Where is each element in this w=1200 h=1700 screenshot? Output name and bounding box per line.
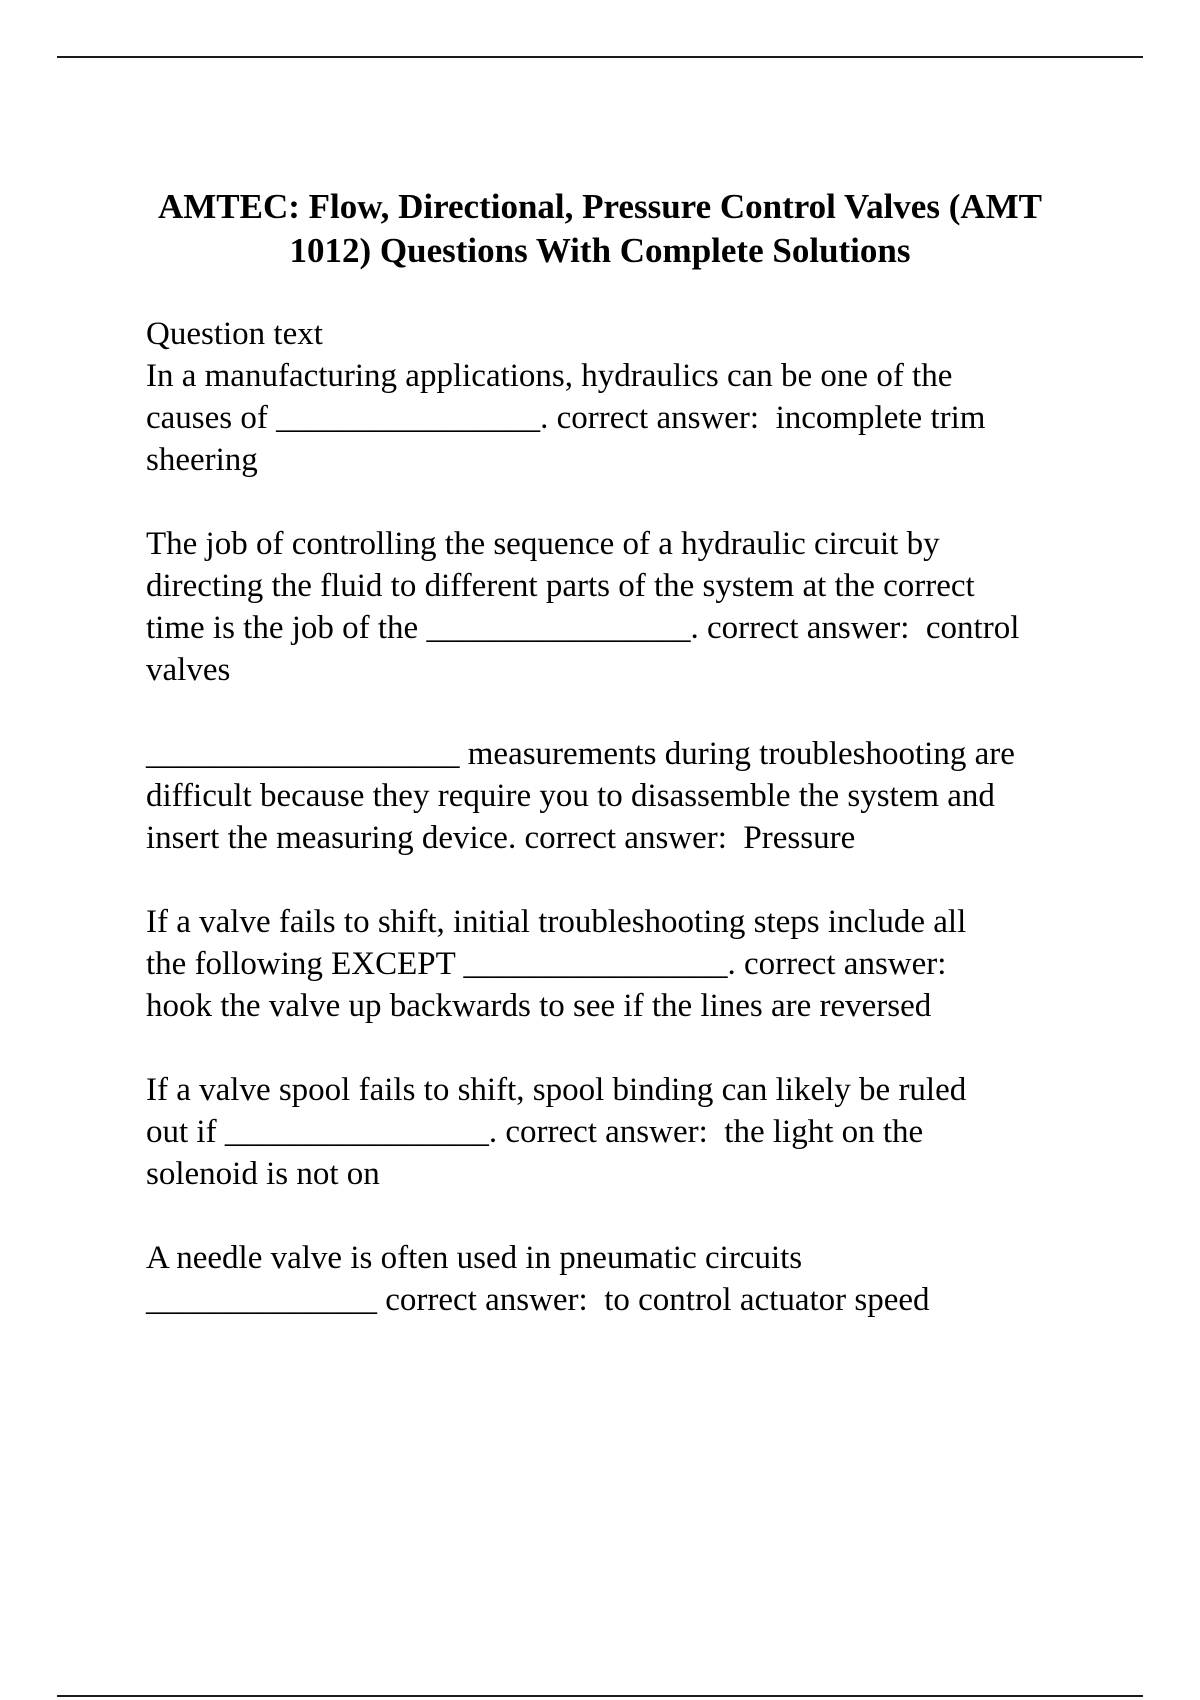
- text-line: hook the valve up backwards to see if the lines are reversed: [146, 988, 932, 1024]
- question-text: [146, 523, 1106, 691]
- question-block-4: [146, 901, 1106, 1027]
- text-line: causes of ________________. correct answer: incomplete trim: [146, 400, 986, 436]
- text-line: directing the fluid to different parts of the system at the correct: [146, 568, 975, 604]
- text-line: Question text: [146, 316, 323, 352]
- text-line: ______________ correct answer: to control actuator speed: [146, 1282, 930, 1318]
- question-text: [146, 1069, 1106, 1195]
- question-text: [146, 1237, 1106, 1321]
- title-line-2: 1012) Questions With Complete Solutions: [289, 231, 911, 270]
- bottom-rule: [57, 1695, 1143, 1697]
- text-line: If a valve spool fails to shift, spool binding can likely be ruled: [146, 1072, 967, 1108]
- question-text: [146, 733, 1106, 859]
- text-line: the following EXCEPT ________________. correct answer:: [146, 946, 947, 982]
- text-line: ___________________ measurements during troubleshooting are: [146, 736, 1015, 772]
- text-line: In a manufacturing applications, hydraulics can be one of the: [146, 358, 953, 394]
- question-block-1: [146, 313, 1106, 481]
- question-block-5: [146, 1069, 1106, 1195]
- text-line: difficult because they require you to disassemble the system and: [146, 778, 995, 814]
- text-line: solenoid is not on: [146, 1156, 380, 1192]
- text-line: sheering: [146, 442, 258, 478]
- page-title: [120, 185, 1080, 273]
- text-line: out if ________________. correct answer: the light on the: [146, 1114, 924, 1150]
- text-line: time is the job of the ________________. correct answer: control: [146, 610, 1020, 646]
- top-rule: [57, 56, 1143, 58]
- question-block-3: [146, 733, 1106, 859]
- text-line: The job of controlling the sequence of a hydraulic circuit by: [146, 526, 940, 562]
- text-line: insert the measuring device. correct answer: Pressure: [146, 820, 856, 856]
- question-list: [146, 313, 1106, 1363]
- question-text: [146, 901, 1106, 1027]
- title-line-1: AMTEC: Flow, Directional, Pressure Control Valves (AMT: [157, 187, 1043, 226]
- question-block-2: [146, 523, 1106, 691]
- question-block-6: [146, 1237, 1106, 1321]
- text-line: A needle valve is often used in pneumatic circuits: [146, 1240, 803, 1276]
- question-text: [146, 313, 1106, 481]
- text-line: valves: [146, 652, 231, 688]
- text-line: If a valve fails to shift, initial troubleshooting steps include all: [146, 904, 967, 940]
